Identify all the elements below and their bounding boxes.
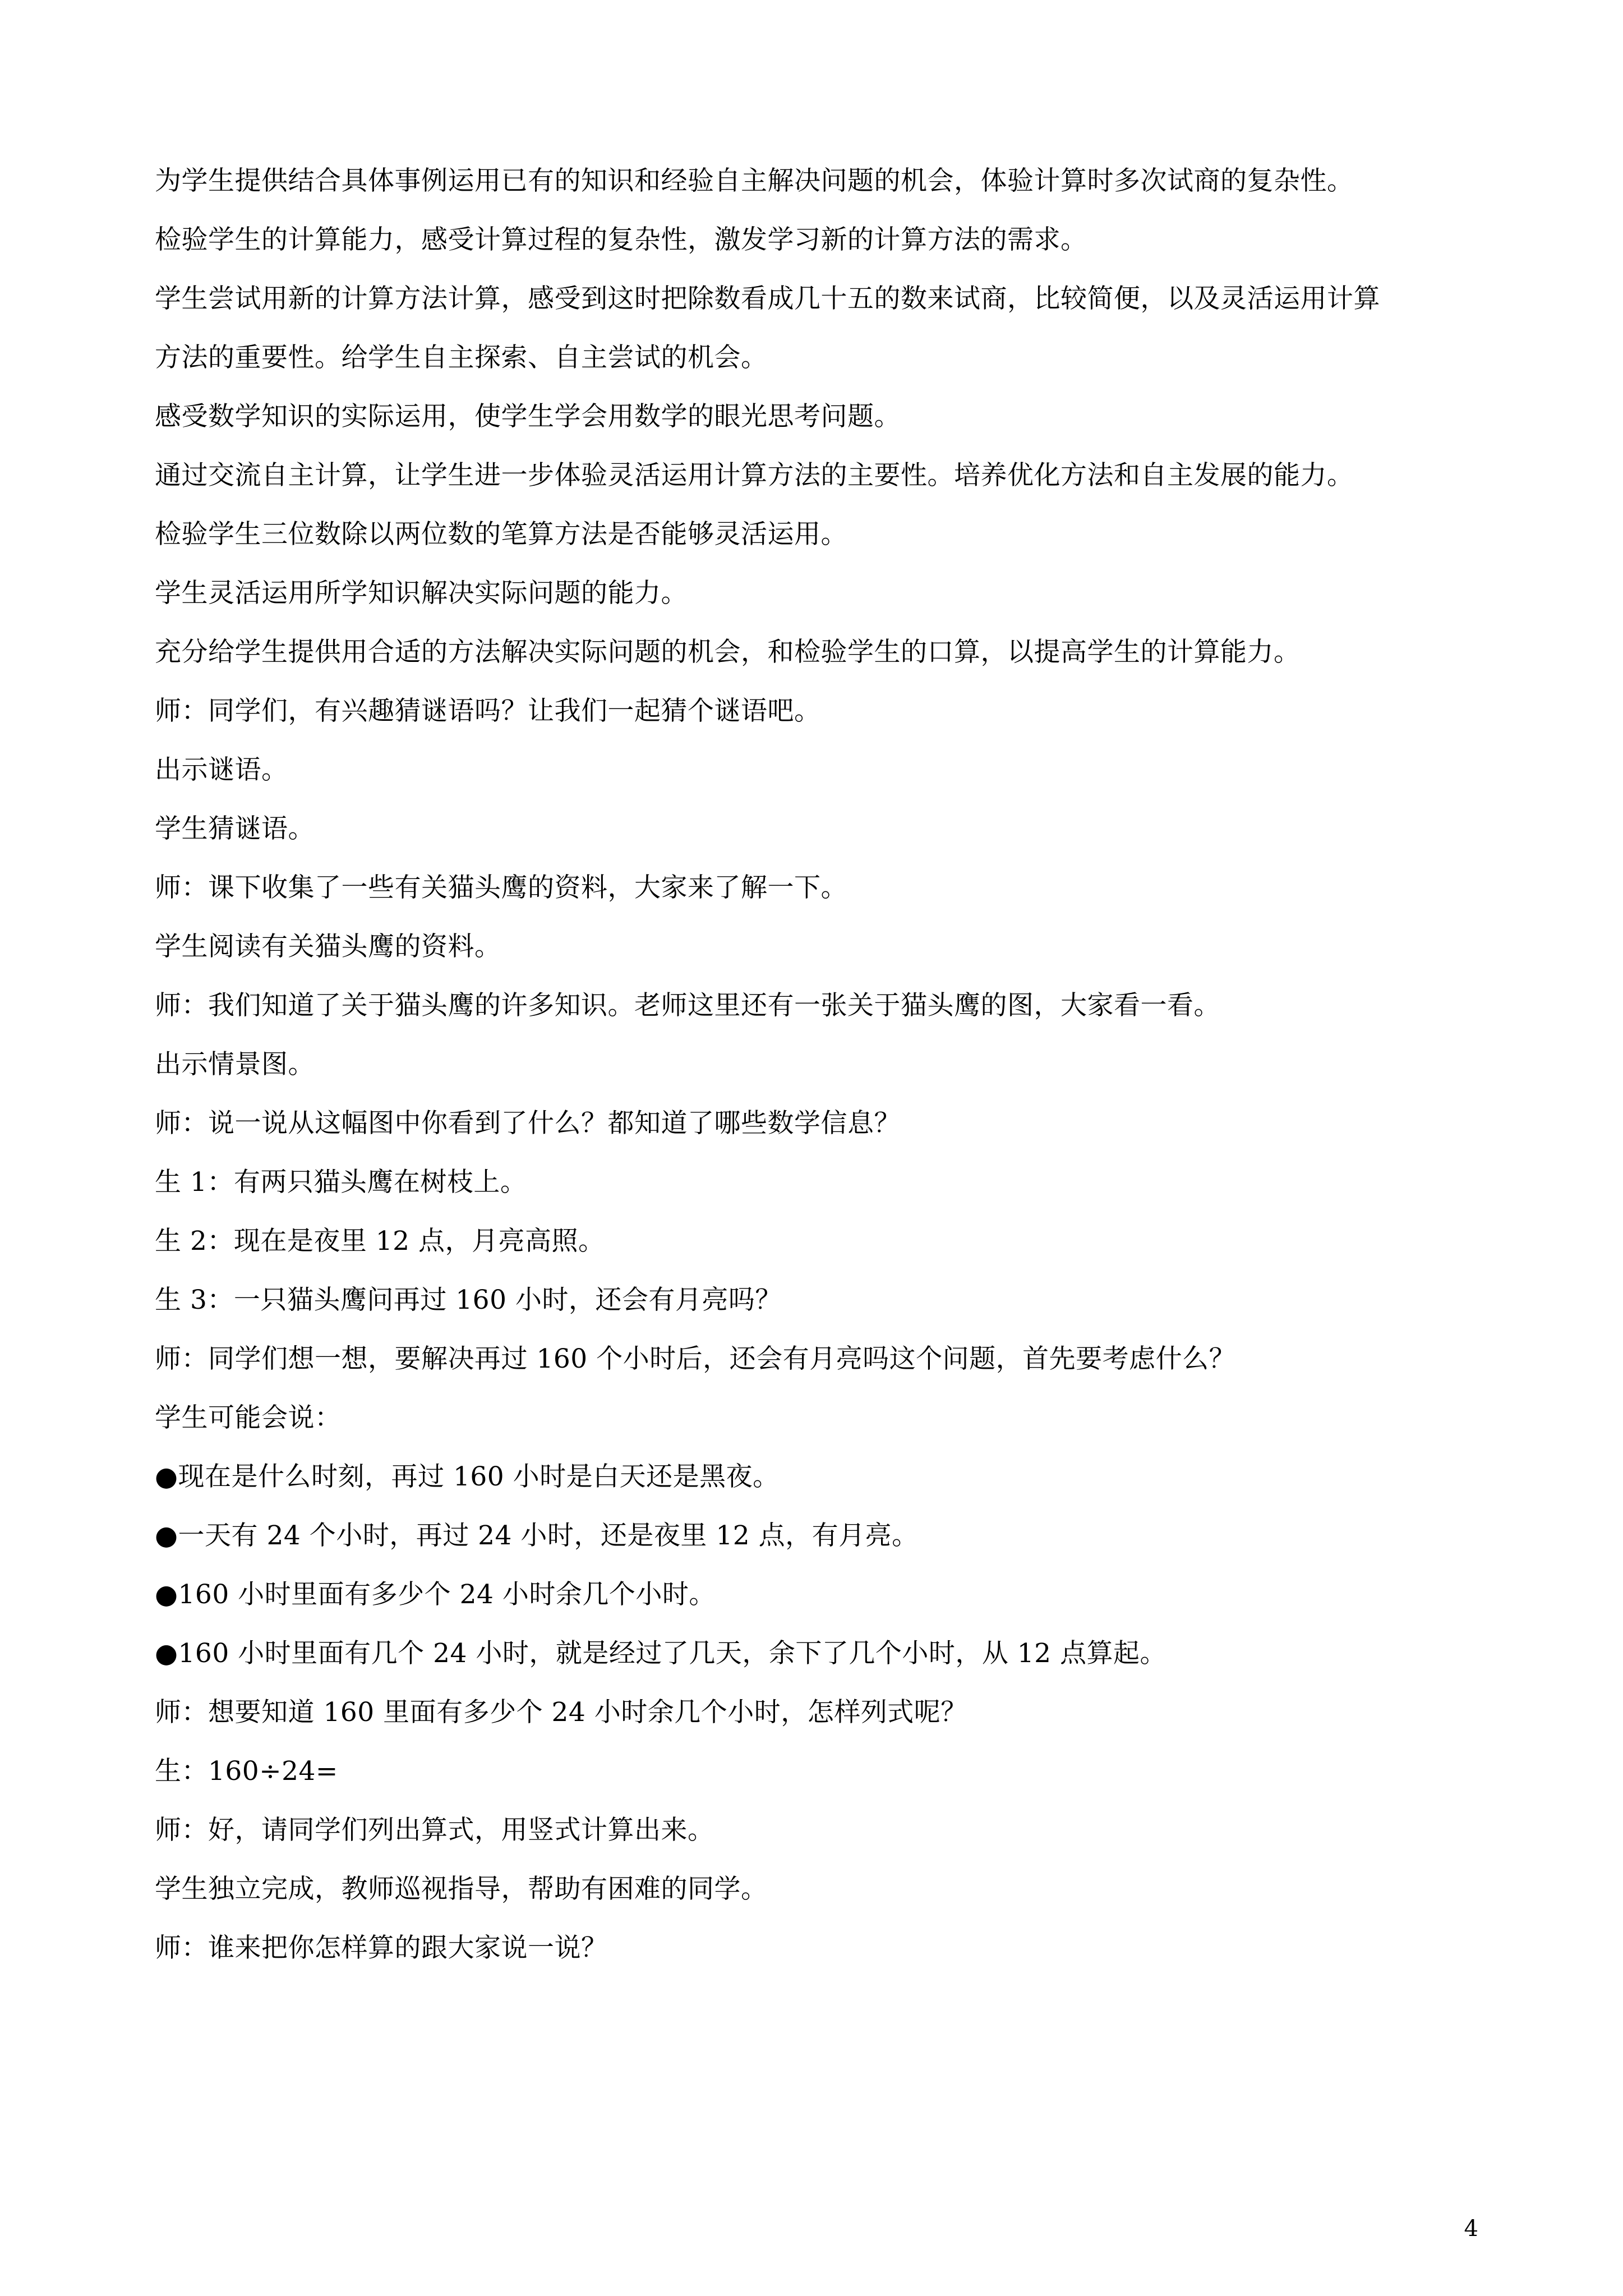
dialogue-line: 学生阅读有关猫头鹰的资料。 (155, 931, 501, 962)
dialogue-line: 师：想要知道 160 里面有多少个 24 小时余几个小时，怎样列式呢？ (155, 1697, 967, 1728)
paragraph-line: 充分给学生提供用合适的方法解决实际问题的机会，和检验学生的口算，以提高学生的计算能力。 (155, 637, 1301, 668)
dialogue-line: 学生猜谜语。 (155, 813, 315, 844)
document-body (155, 162, 1501, 1987)
dialogue-line: 生 1：有两只猫头鹰在树枝上。 (155, 1167, 527, 1198)
bullet-line: ●160 小时里面有多少个 24 小时余几个小时。 (155, 1579, 716, 1610)
paragraph-line: 学生灵活运用所学知识解决实际问题的能力。 (155, 578, 688, 609)
paragraph-line: 为学生提供结合具体事例运用已有的知识和经验自主解决问题的机会，体验计算时多次试商的复杂性。 (155, 165, 1354, 196)
paragraph-line: 学生尝试用新的计算方法计算，感受到这时把除数看成几十五的数来试商，比较简便，以及灵活运用计算 (155, 283, 1380, 314)
paragraph-line: 感受数学知识的实际运用，使学生学会用数学的眼光思考问题。 (155, 401, 901, 432)
dialogue-line: 学生可能会说： (155, 1402, 342, 1433)
bullet-line: ●一天有 24 个小时，再过 24 小时，还是夜里 12 点，有月亮。 (155, 1520, 919, 1551)
dialogue-line: 师：课下收集了一些有关猫头鹰的资料，大家来了解一下。 (155, 872, 847, 903)
dialogue-line: 师：谁来把你怎样算的跟大家说一说？ (155, 1932, 608, 1963)
paragraph-line: 通过交流自主计算，让学生进一步体验灵活运用计算方法的主要性。培养优化方法和自主发展的能力。 (155, 460, 1354, 491)
dialogue-line: 学生独立完成，教师巡视指导，帮助有困难的同学。 (155, 1874, 768, 1904)
paragraph-line: 方法的重要性。给学生自主探索、自主尝试的机会。 (155, 342, 768, 373)
dialogue-line: 师：好，请同学们列出算式，用竖式计算出来。 (155, 1815, 714, 1846)
dialogue-line: 师：我们知道了关于猫头鹰的许多知识。老师这里还有一张关于猫头鹰的图，大家看一看。 (155, 990, 1220, 1021)
dialogue-line: 师：说一说从这幅图中你看到了什么？都知道了哪些数学信息？ (155, 1108, 901, 1139)
dialogue-line: 生 3：一只猫头鹰问再过 160 小时，还会有月亮吗？ (155, 1285, 782, 1315)
paragraph-line: 检验学生三位数除以两位数的笔算方法是否能够灵活运用。 (155, 519, 847, 550)
dialogue-line: 生 2：现在是夜里 12 点，月亮高照。 (155, 1226, 605, 1257)
dialogue-line: 出示情景图。 (155, 1049, 315, 1080)
dialogue-line: 出示谜语。 (155, 754, 288, 785)
bullet-line: ●160 小时里面有几个 24 小时，就是经过了几天，余下了几个小时，从 12 点算起。 (155, 1638, 1167, 1669)
dialogue-line: 师：同学们想一想，要解决再过 160 个小时后，还会有月亮吗这个问题，首先要考虑什么？ (155, 1343, 1236, 1374)
paragraph-line: 检验学生的计算能力，感受计算过程的复杂性，激发学习新的计算方法的需求。 (155, 224, 1087, 255)
bullet-line: ●现在是什么时刻，再过 160 小时是白天还是黑夜。 (155, 1461, 780, 1492)
page-number: 4 (1464, 2216, 1478, 2242)
dialogue-line: 生：160÷24= (155, 1756, 338, 1787)
dialogue-line: 师：同学们，有兴趣猜谜语吗？让我们一起猜个谜语吧。 (155, 696, 821, 726)
